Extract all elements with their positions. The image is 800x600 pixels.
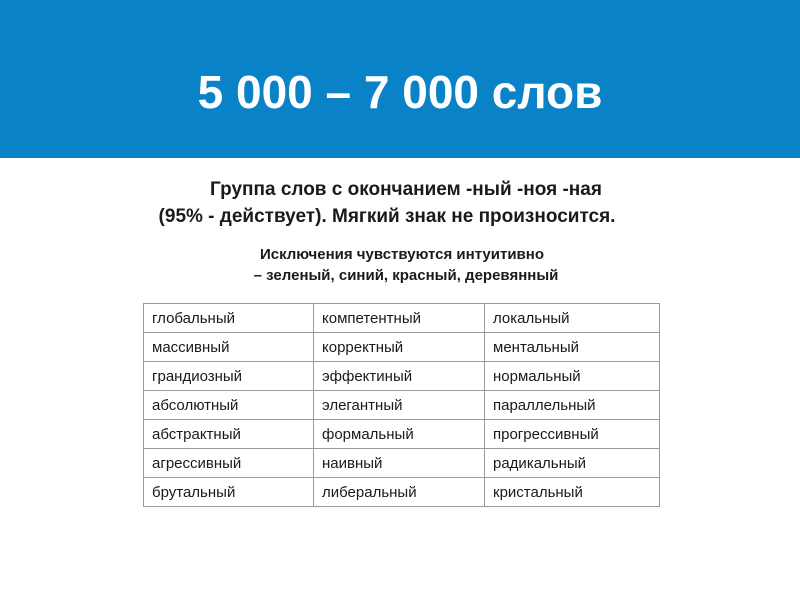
word-table [143, 303, 660, 507]
table-cell: наивный [314, 449, 485, 478]
slide-title: 5 000 – 7 000 слов [197, 66, 603, 118]
table-row [144, 304, 660, 333]
table-cell: брутальный [144, 478, 314, 507]
table-cell: локальный [485, 304, 660, 333]
table-cell: элегантный [314, 391, 485, 420]
table-cell: компетентный [314, 304, 485, 333]
table-cell: формальный [314, 420, 485, 449]
table-row [144, 478, 660, 507]
table-cell: грандиозный [144, 362, 314, 391]
title-banner [0, 0, 800, 158]
table-cell: эффектиный [314, 362, 485, 391]
table-cell: нормальный [485, 362, 660, 391]
exceptions-line-1: Исключения чувствуются интуитивно [259, 246, 545, 263]
table-cell: корректный [314, 333, 485, 362]
exceptions-line-2: – зеленый, синий, красный, деревянный [253, 267, 559, 284]
table-row [144, 333, 660, 362]
table-row [144, 391, 660, 420]
table-cell: абстрактный [144, 420, 314, 449]
intro-text [0, 176, 800, 230]
table-row [144, 362, 660, 391]
table-cell: прогрессивный [485, 420, 660, 449]
table-cell: агрессивный [144, 449, 314, 478]
table-cell: параллельный [485, 391, 660, 420]
table-cell: глобальный [144, 304, 314, 333]
table-row [144, 449, 660, 478]
table-cell: либеральный [314, 478, 485, 507]
table-cell: кристальный [485, 478, 660, 507]
intro-line-2: (95% - действует). Мягкий знак не произносится. [158, 206, 616, 227]
table-cell: ментальный [485, 333, 660, 362]
table-cell: массивный [144, 333, 314, 362]
intro-line-1: Группа слов с окончанием -ный -ноя -ная [210, 179, 602, 200]
table-cell: абсолютный [144, 391, 314, 420]
exceptions-note [0, 244, 800, 286]
table-cell: радикальный [485, 449, 660, 478]
table-row [144, 420, 660, 449]
